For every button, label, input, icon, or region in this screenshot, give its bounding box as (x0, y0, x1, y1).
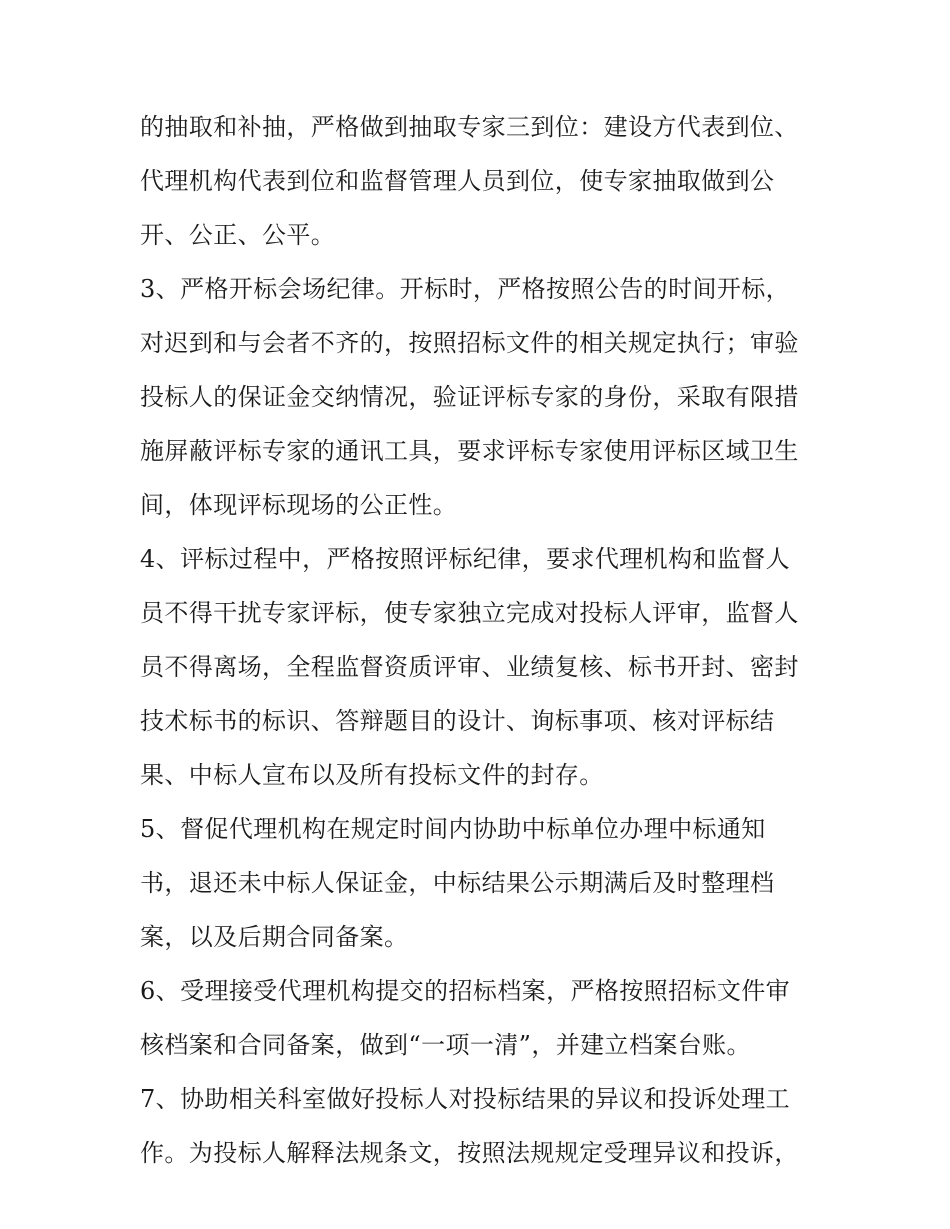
text-line: 7、协助相关科室做好投标人对投标结果的异议和投诉处理工 (140, 1085, 791, 1113)
text-line: 作。为投标人解释法规条文，按照法规规定受理异议和投诉， (140, 1139, 799, 1167)
text-line: 员不得干扰专家评标，使专家独立完成对投标人评审，监督人 (140, 599, 799, 627)
text-line: 案，以及后期合同备案。 (140, 923, 409, 951)
text-line: 施屏蔽评标专家的通讯工具，要求评标专家使用评标区域卫生 (140, 437, 799, 465)
text-line: 技术标书的标识、答辩题目的设计、询标事项、核对评标结 (140, 707, 775, 735)
text-line: 果、中标人宣布以及所有投标文件的封存。 (140, 761, 604, 789)
text-line: 5、督促代理机构在规定时间内协助中标单位办理中标通知 (140, 815, 766, 843)
text-line: 投标人的保证金交纳情况，验证评标专家的身份，采取有限措 (140, 383, 799, 411)
text-line: 代理机构代表到位和监督管理人员到位，使专家抽取做到公 (140, 167, 775, 195)
text-line: 间，体现评标现场的公正性。 (140, 491, 458, 519)
text-line: 3、严格开标会场纪律。开标时，严格按照公告的时间开标， (140, 275, 791, 303)
document-body (140, 100, 830, 1180)
text-line: 对迟到和与会者不齐的，按照招标文件的相关规定执行；审验 (140, 329, 799, 357)
text-line: 书，退还未中标人保证金，中标结果公示期满后及时整理档 (140, 869, 775, 897)
text-line: 6、受理接受代理机构提交的招标档案，严格按照招标文件审 (140, 977, 791, 1005)
text-line: 的抽取和补抽，严格做到抽取专家三到位：建设方代表到位、 (140, 113, 799, 141)
text-line: 4、评标过程中，严格按照评标纪律，要求代理机构和监督人 (140, 545, 791, 573)
text-line: 员不得离场，全程监督资质评审、业绩复核、标书开封、密封 (140, 653, 799, 681)
text-line: 开、公正、公平。 (140, 221, 336, 249)
text-line: 核档案和合同备案，做到“一项一清”，并建立档案台账。 (140, 1031, 751, 1059)
